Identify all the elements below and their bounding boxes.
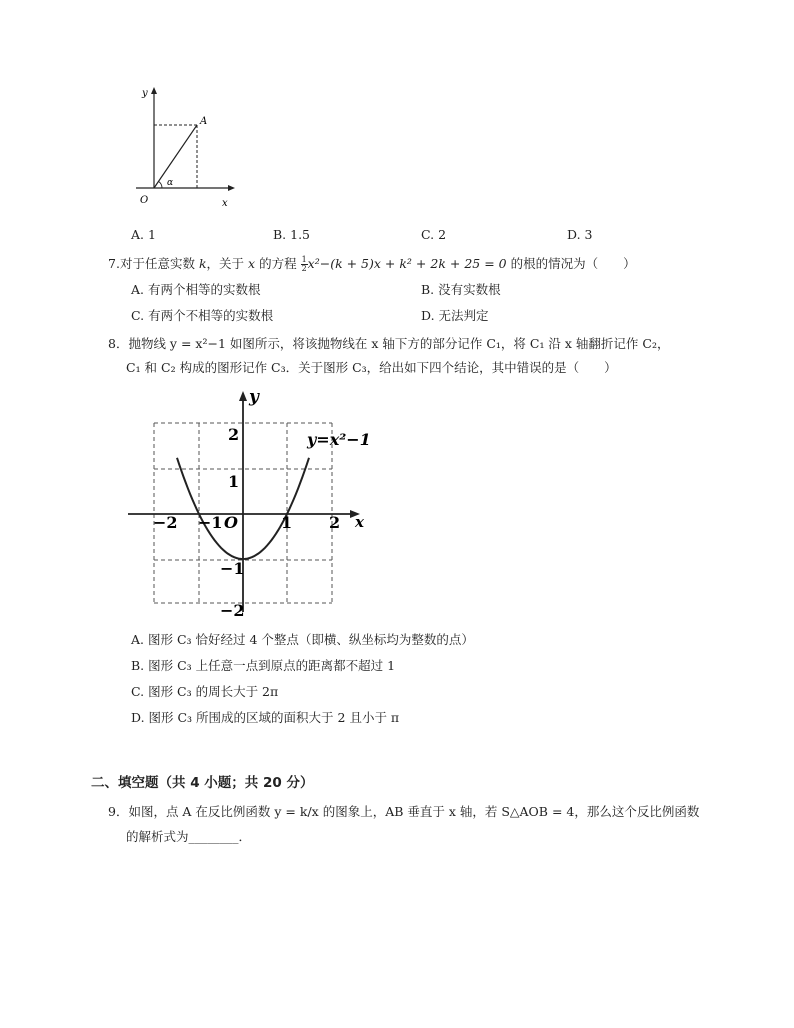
- origin-label: O: [224, 513, 238, 532]
- q7-option-c: C. 有两个不相等的实数根: [131, 308, 274, 323]
- figure-angle-diagram: [128, 84, 248, 210]
- q7-var-k: k: [198, 256, 207, 271]
- q8-stem-line2: C₁ 和 C₂ 构成的图形记作 C₃．关于图形 C₃，给出如下四个结论，其中错误的是（ ）: [126, 360, 617, 375]
- q7-fraction: [301, 256, 308, 273]
- section-title: 二、填空题（共 4 小题；共 20 分）: [91, 775, 314, 791]
- x-label: x: [222, 198, 228, 209]
- x-tick-neg2: −2: [153, 513, 178, 532]
- q7-text-a: 对于任意实数: [119, 256, 195, 271]
- q8-option-c: C. 图形 C₃ 的周长大于 2π: [131, 684, 279, 699]
- origin-label: O: [140, 195, 149, 206]
- q7-text-b: ，关于: [206, 256, 245, 271]
- figure-parabola-graph: [124, 386, 374, 626]
- y-axis-arrow: [239, 391, 247, 401]
- q7-frac-num: 1: [301, 255, 307, 264]
- x-tick-neg1: −1: [198, 513, 223, 532]
- x-axis-label: x: [355, 513, 364, 531]
- q8-option-a: A. 图形 C₃ 恰好经过 4 个整点（即横、纵坐标均为整数的点）: [131, 632, 474, 647]
- q8-option-d: D. 图形 C₃ 所围成的区域的面积大于 2 且小于 π: [131, 710, 400, 725]
- q8-stem-line1: 8．抛物线 y = x²−1 如图所示，将该抛物线在 x 轴下方的部分记作 C₁，将 C₁ 沿 x 轴翻折记作 C₂，: [108, 336, 670, 351]
- q6-option-a: A. 1: [131, 227, 156, 242]
- q9-stem-line1: 9．如图，点 A 在反比例函数 y = k/x 的图象上，AB 垂直于 x 轴，若 S△AOB = 4，那么这个反比例函数: [108, 804, 700, 819]
- q9-stem-line2: 的解析式为________．: [126, 829, 252, 844]
- q7-frac-den: 2: [301, 264, 307, 273]
- x-tick-2: 2: [329, 513, 341, 532]
- q7-option-a: A. 有两个相等的实数根: [131, 282, 261, 297]
- y-tick-1: 1: [228, 472, 240, 491]
- q7-stem: [108, 256, 636, 273]
- angle-arc: [159, 181, 163, 188]
- q7-text-c: 的方程: [259, 256, 297, 271]
- x-tick-1: 1: [281, 513, 293, 532]
- q6-option-c: C. 2: [421, 227, 447, 242]
- curve-label: y=x²−1: [307, 430, 371, 449]
- q7-text-d: 的根的情况为（ ）: [510, 256, 636, 271]
- q8-option-b: B. 图形 C₃ 上任意一点到原点的距离都不超过 1: [131, 658, 396, 673]
- y-label: y: [142, 88, 148, 99]
- q6-option-b: B. 1.5: [273, 227, 311, 242]
- q7-option-b: B. 没有实数根: [421, 282, 501, 297]
- angle-label: α: [167, 178, 174, 188]
- q7-equation: x²−(k + 5)x + k² + 2k + 25 = 0: [307, 256, 507, 271]
- q7-number: 7.: [108, 256, 120, 271]
- segment-oa: [154, 125, 197, 188]
- q7-var-x: x: [248, 256, 256, 271]
- y-tick-2: 2: [228, 425, 240, 444]
- y-tick-neg1: −1: [220, 559, 245, 578]
- x-axis-arrow: [228, 185, 235, 191]
- y-axis-arrow: [151, 87, 157, 94]
- y-axis-label: y: [249, 387, 259, 407]
- y-tick-neg2: −2: [220, 601, 245, 620]
- point-a-label: A: [200, 116, 208, 127]
- q6-option-d: D. 3: [567, 227, 593, 242]
- q7-option-d: D. 无法判定: [421, 308, 489, 323]
